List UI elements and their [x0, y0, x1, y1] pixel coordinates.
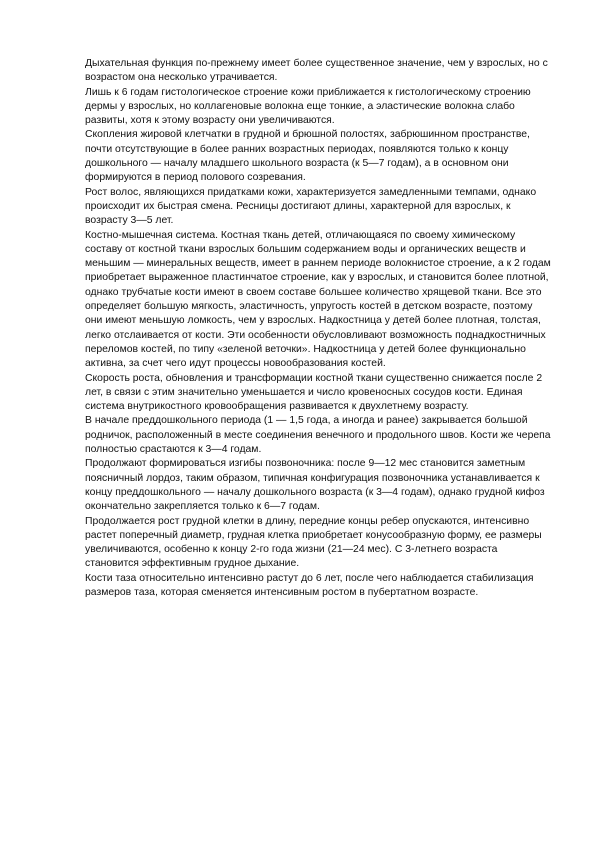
paragraph-pelvis-growth: Кости таза относительно интенсивно растут до 6 лет, после чего наблюдается стабилизация размеров таза, которая сменяется интенсивным ростом в пубертатном возрасте.: [85, 572, 534, 598]
paragraph-chest-growth: Продолжается рост грудной клетки в длину, передние концы ребер опускаются, интенсивно растет поперечный диаметр, грудная клетка приобретает конусообразную форму, ее размеры увеличиваются, особенно к концу 2-го года жизни (21—24 мес). С 3-летнего возраста становится эффективным грудное дыхание.: [85, 515, 542, 570]
paragraph-spine-curves: Продолжают формироваться изгибы позвоночника: после 9—12 мес становится заметным поясничный лордоз, таким образом, типичная конфигурация позвоночника устанавливается к концу преддошкольного — началу дошкольного возраста (к 3—4 годам), однако грудной кифоз окончательно закрепляется только к 6—7 годам.: [85, 458, 545, 513]
paragraph-musculoskeletal-system: Костно-мышечная система. Костная ткань детей, отличающаяся по своему химическому составу от костной ткани взрослых большим содержанием воды и органических веществ и меньшим — минеральных веществ, имеет в раннем периоде волокнистое строение, а к 2 годам приобретает выраженное пластинчатое строение, как у взрослых, и становится более плотной, однако трубчатые кости имеют в своем составе большее количество хрящевой ткани. Все это определяет большую мягкость, эластичность, упругость костей в детском возрасте, поэтому они имеют меньшую ломкость, чем у взрослых. Надкостница у детей более плотная, толстая, легко отслаивается от кости. Эти особенности обусловливают возможность поднадкостничных переломов костей, по типу «зеленой веточки». Надкостница у детей более функционально активна, за счет чего идут процессы новообразования костей.: [85, 229, 551, 370]
paragraph-respiratory-function: Дыхательная функция по-прежнему имеет более существенное значение, чем у взрослых, но с возрастом она несколько утрачивается.: [85, 58, 548, 84]
paragraph-hair-growth: Рост волос, являющихся придатками кожи, характеризуется замедленными темпами, однако происходит их быстрая смена. Ресницы достигают длины, характерной для взрослых, к возрасту 3—5 лет.: [85, 186, 537, 227]
paragraph-fatty-tissue: Скопления жировой клетчатки в грудной и брюшной полостях, забрюшинном пространстве, почти отсутствующие в более ранних возрастных периодах, появляются только к концу дошкольного — началу младшего школьного возраста (к 5—7 годам), а в основном они формируются в период полового созревания.: [85, 129, 530, 184]
paragraph-bone-growth-rate: Скорость роста, обновления и трансформации костной ткани существенно снижается после 2 лет, в связи с этим значительно уменьшается и число кровеносных сосудов кости. Единая система внутрикостного кровообращения развивается к двухлетнему возрасту.: [85, 372, 543, 413]
paragraph-skin-histology: Лишь к 6 годам гистологическое строение кожи приближается к гистологическому строению дермы у взрослых, но коллагеновые волокна еще тонкие, а эластические волокна слабо развиты, хотя к этому возрасту они увеличиваются.: [85, 86, 531, 127]
paragraph-fontanelle: В начале преддошкольного периода (1 — 1,5 года, а иногда и ранее) закрывается большой родничок, расположенный в месте соединения венечного и продольного швов. Кости же черепа полностью срастаются к 3—4 годам.: [85, 415, 551, 456]
document-page: [85, 57, 551, 600]
